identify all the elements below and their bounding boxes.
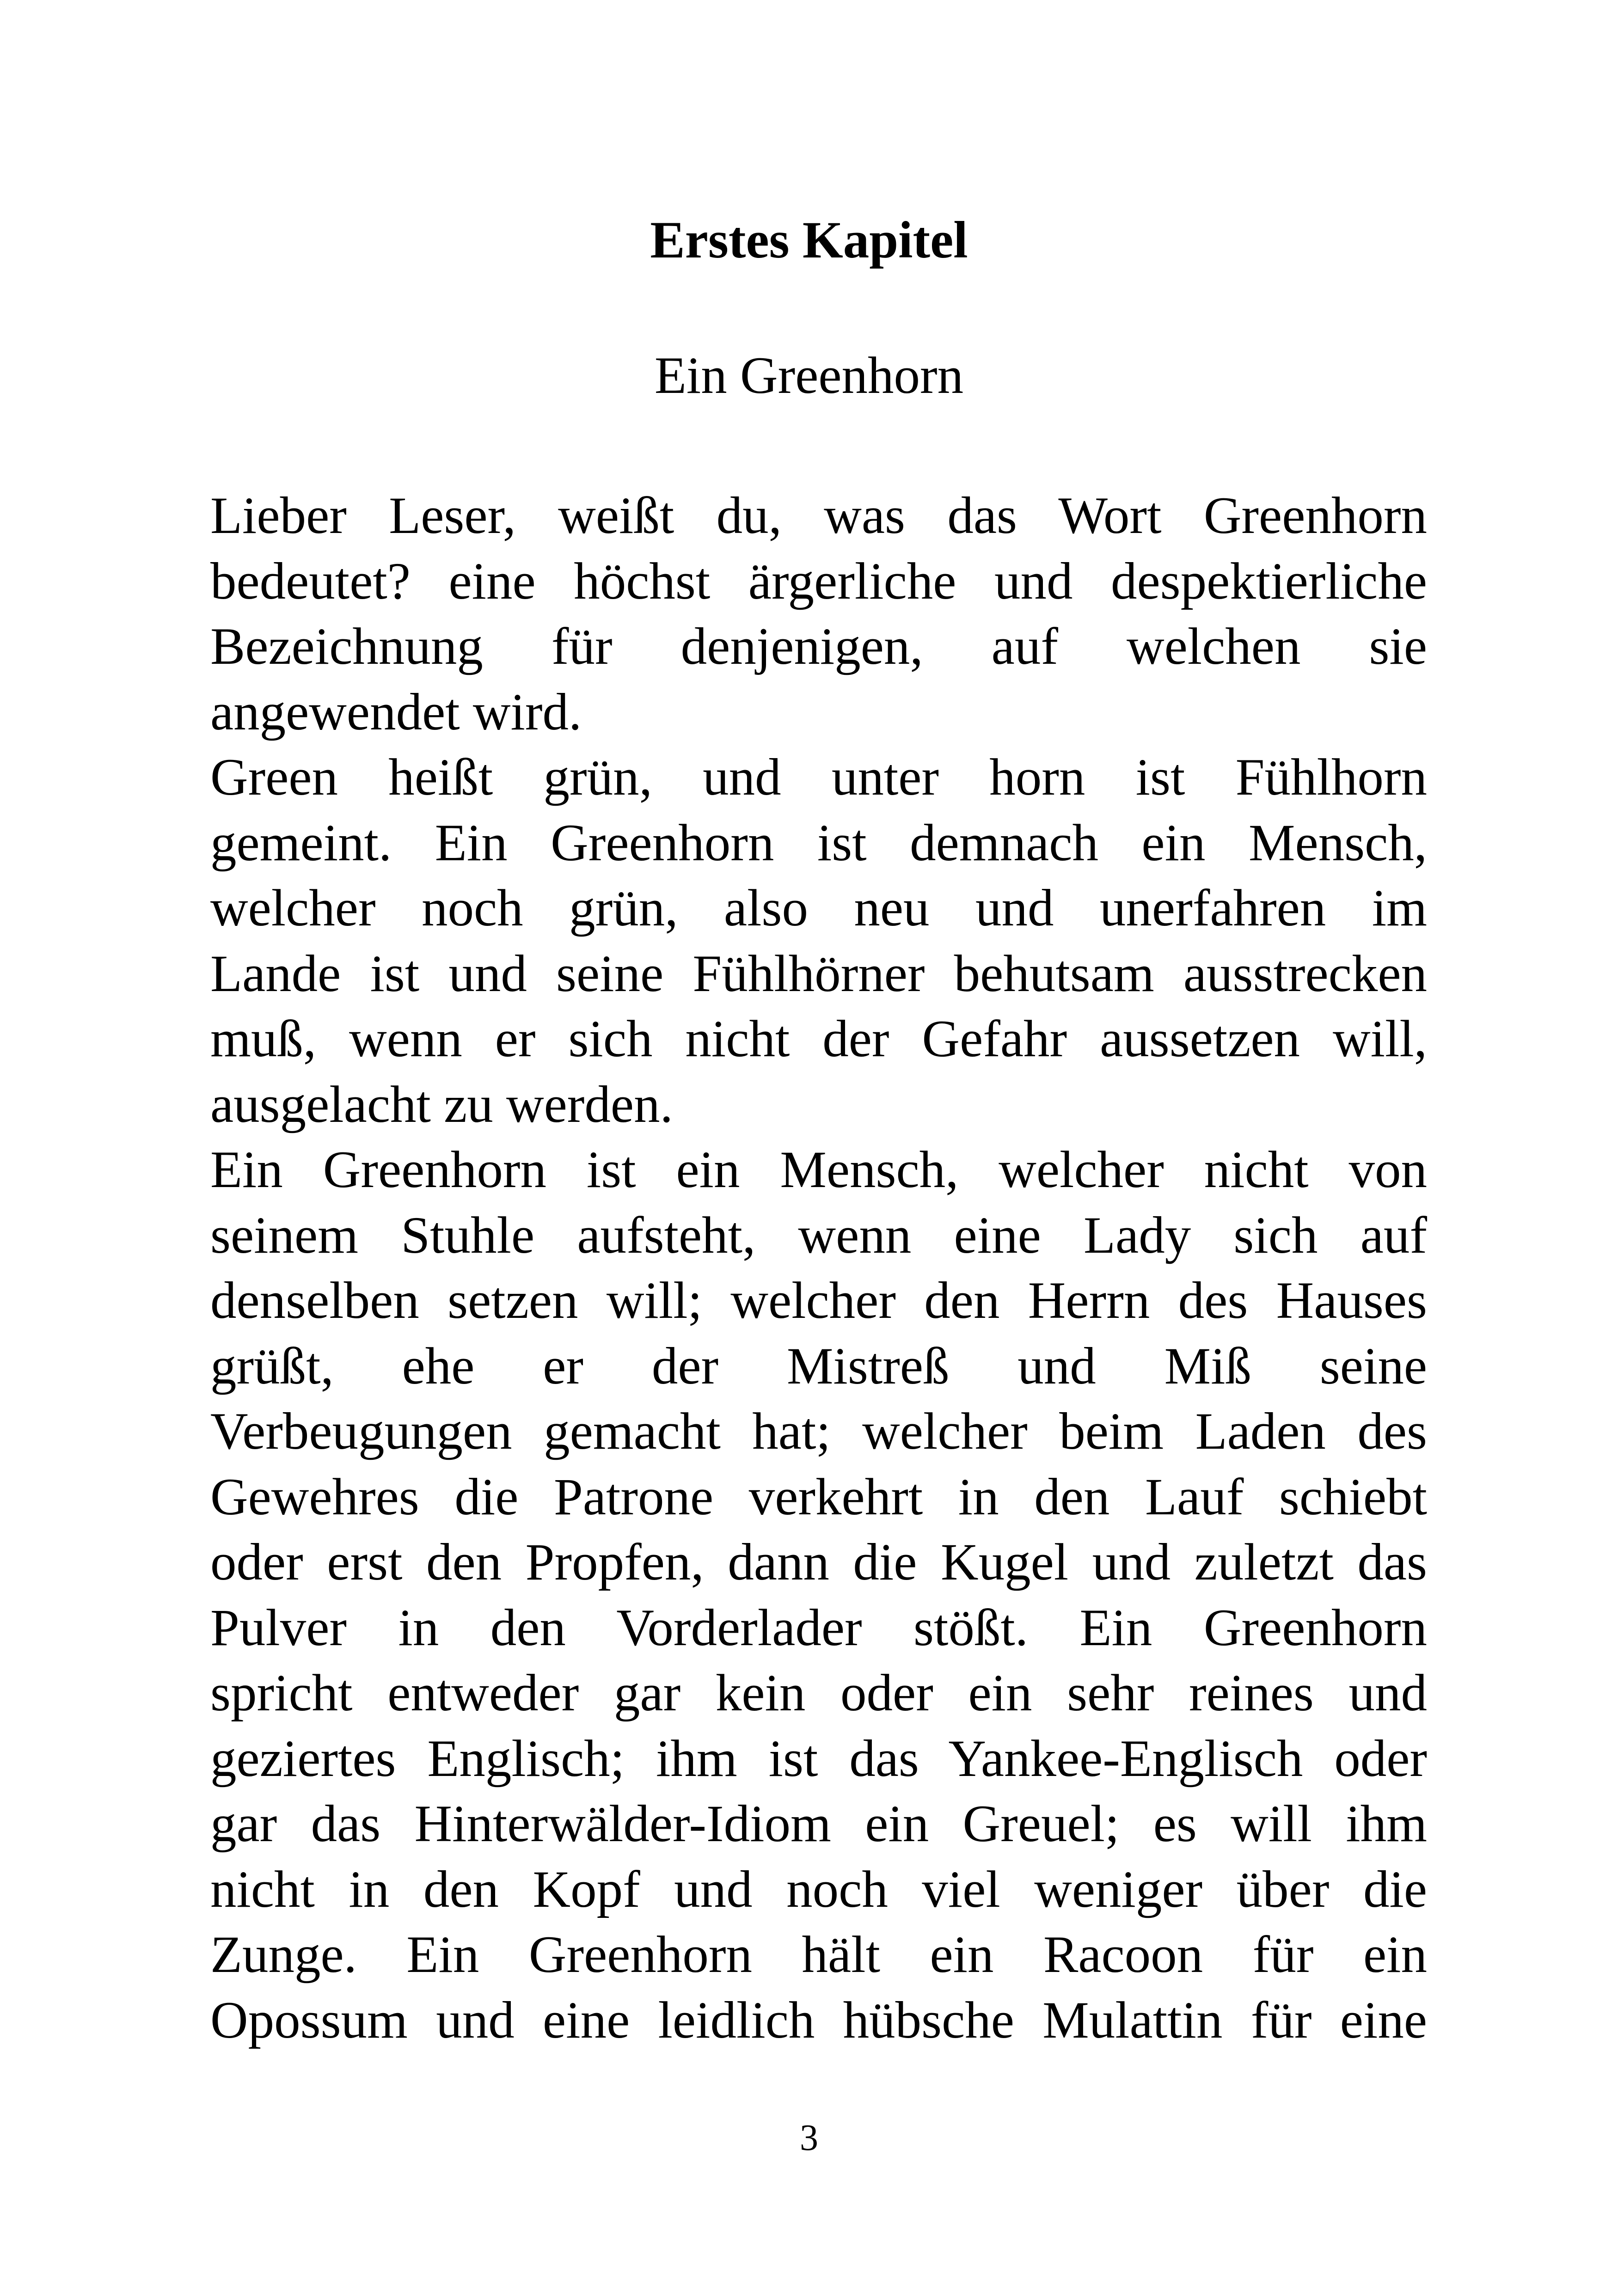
text-line: oder erst den Propfen, dann die Kugel und zuletzt das <box>210 1533 1427 1591</box>
text-line: Verbeugungen gemacht hat; welcher beim Laden des <box>210 1402 1427 1460</box>
text-line: Gewehres die Patrone verkehrt in den Lauf schiebt <box>210 1468 1427 1526</box>
text-line: Opossum und eine leidlich hübsche Mulattin für eine <box>210 1991 1427 2049</box>
chapter-title: Erstes Kapitel <box>650 211 968 269</box>
text-line: bedeutet? eine höchst ärgerliche und despektierliche <box>210 552 1427 610</box>
text-line: grüßt, ehe er der Mistreß und Miß seine <box>210 1337 1427 1395</box>
text-line: gemeint. Ein Greenhorn ist demnach ein Mensch, <box>210 814 1427 872</box>
text-line: Lande ist und seine Fühlhörner behutsam ausstrecken <box>210 944 1427 1003</box>
text-line: muß, wenn er sich nicht der Gefahr aussetzen will, <box>210 1010 1427 1068</box>
text-line: Pulver in den Vorderlader stößt. Ein Greenhorn <box>210 1598 1427 1657</box>
chapter-subtitle: Ein Greenhorn <box>654 347 964 404</box>
text-line: Zunge. Ein Greenhorn hält ein Racoon für ein <box>210 1926 1427 1984</box>
text-line: seinem Stuhle aufsteht, wenn eine Lady sich auf <box>210 1206 1427 1264</box>
text-line: Green heißt grün, und unter horn ist Fühlhorn <box>210 748 1427 806</box>
text-line: denselben setzen will; welcher den Herrn des Hauses <box>210 1272 1427 1329</box>
text-line: nicht in den Kopf und noch viel weniger über die <box>210 1860 1427 1918</box>
text-line: ausgelacht zu werden. <box>210 1075 673 1133</box>
text-line: Bezeichnung für denjenigen, auf welchen sie <box>210 618 1427 675</box>
text-line: spricht entweder gar kein oder ein sehr reines und <box>210 1664 1427 1722</box>
text-line: Ein Greenhorn ist ein Mensch, welcher nicht von <box>210 1141 1427 1199</box>
page-number: 3 <box>800 2118 818 2158</box>
text-line: welcher noch grün, also neu und unerfahren im <box>210 879 1427 937</box>
text-line: gar das Hinterwälder-Idiom ein Greuel; es will ihm <box>210 1795 1427 1853</box>
text-line: geziertes Englisch; ihm ist das Yankee-Englisch oder <box>210 1729 1427 1788</box>
text-line: Lieber Leser, weißt du, was das Wort Greenhorn <box>210 487 1427 545</box>
text-line: angewendet wird. <box>210 683 582 741</box>
body-text <box>210 483 1427 2053</box>
